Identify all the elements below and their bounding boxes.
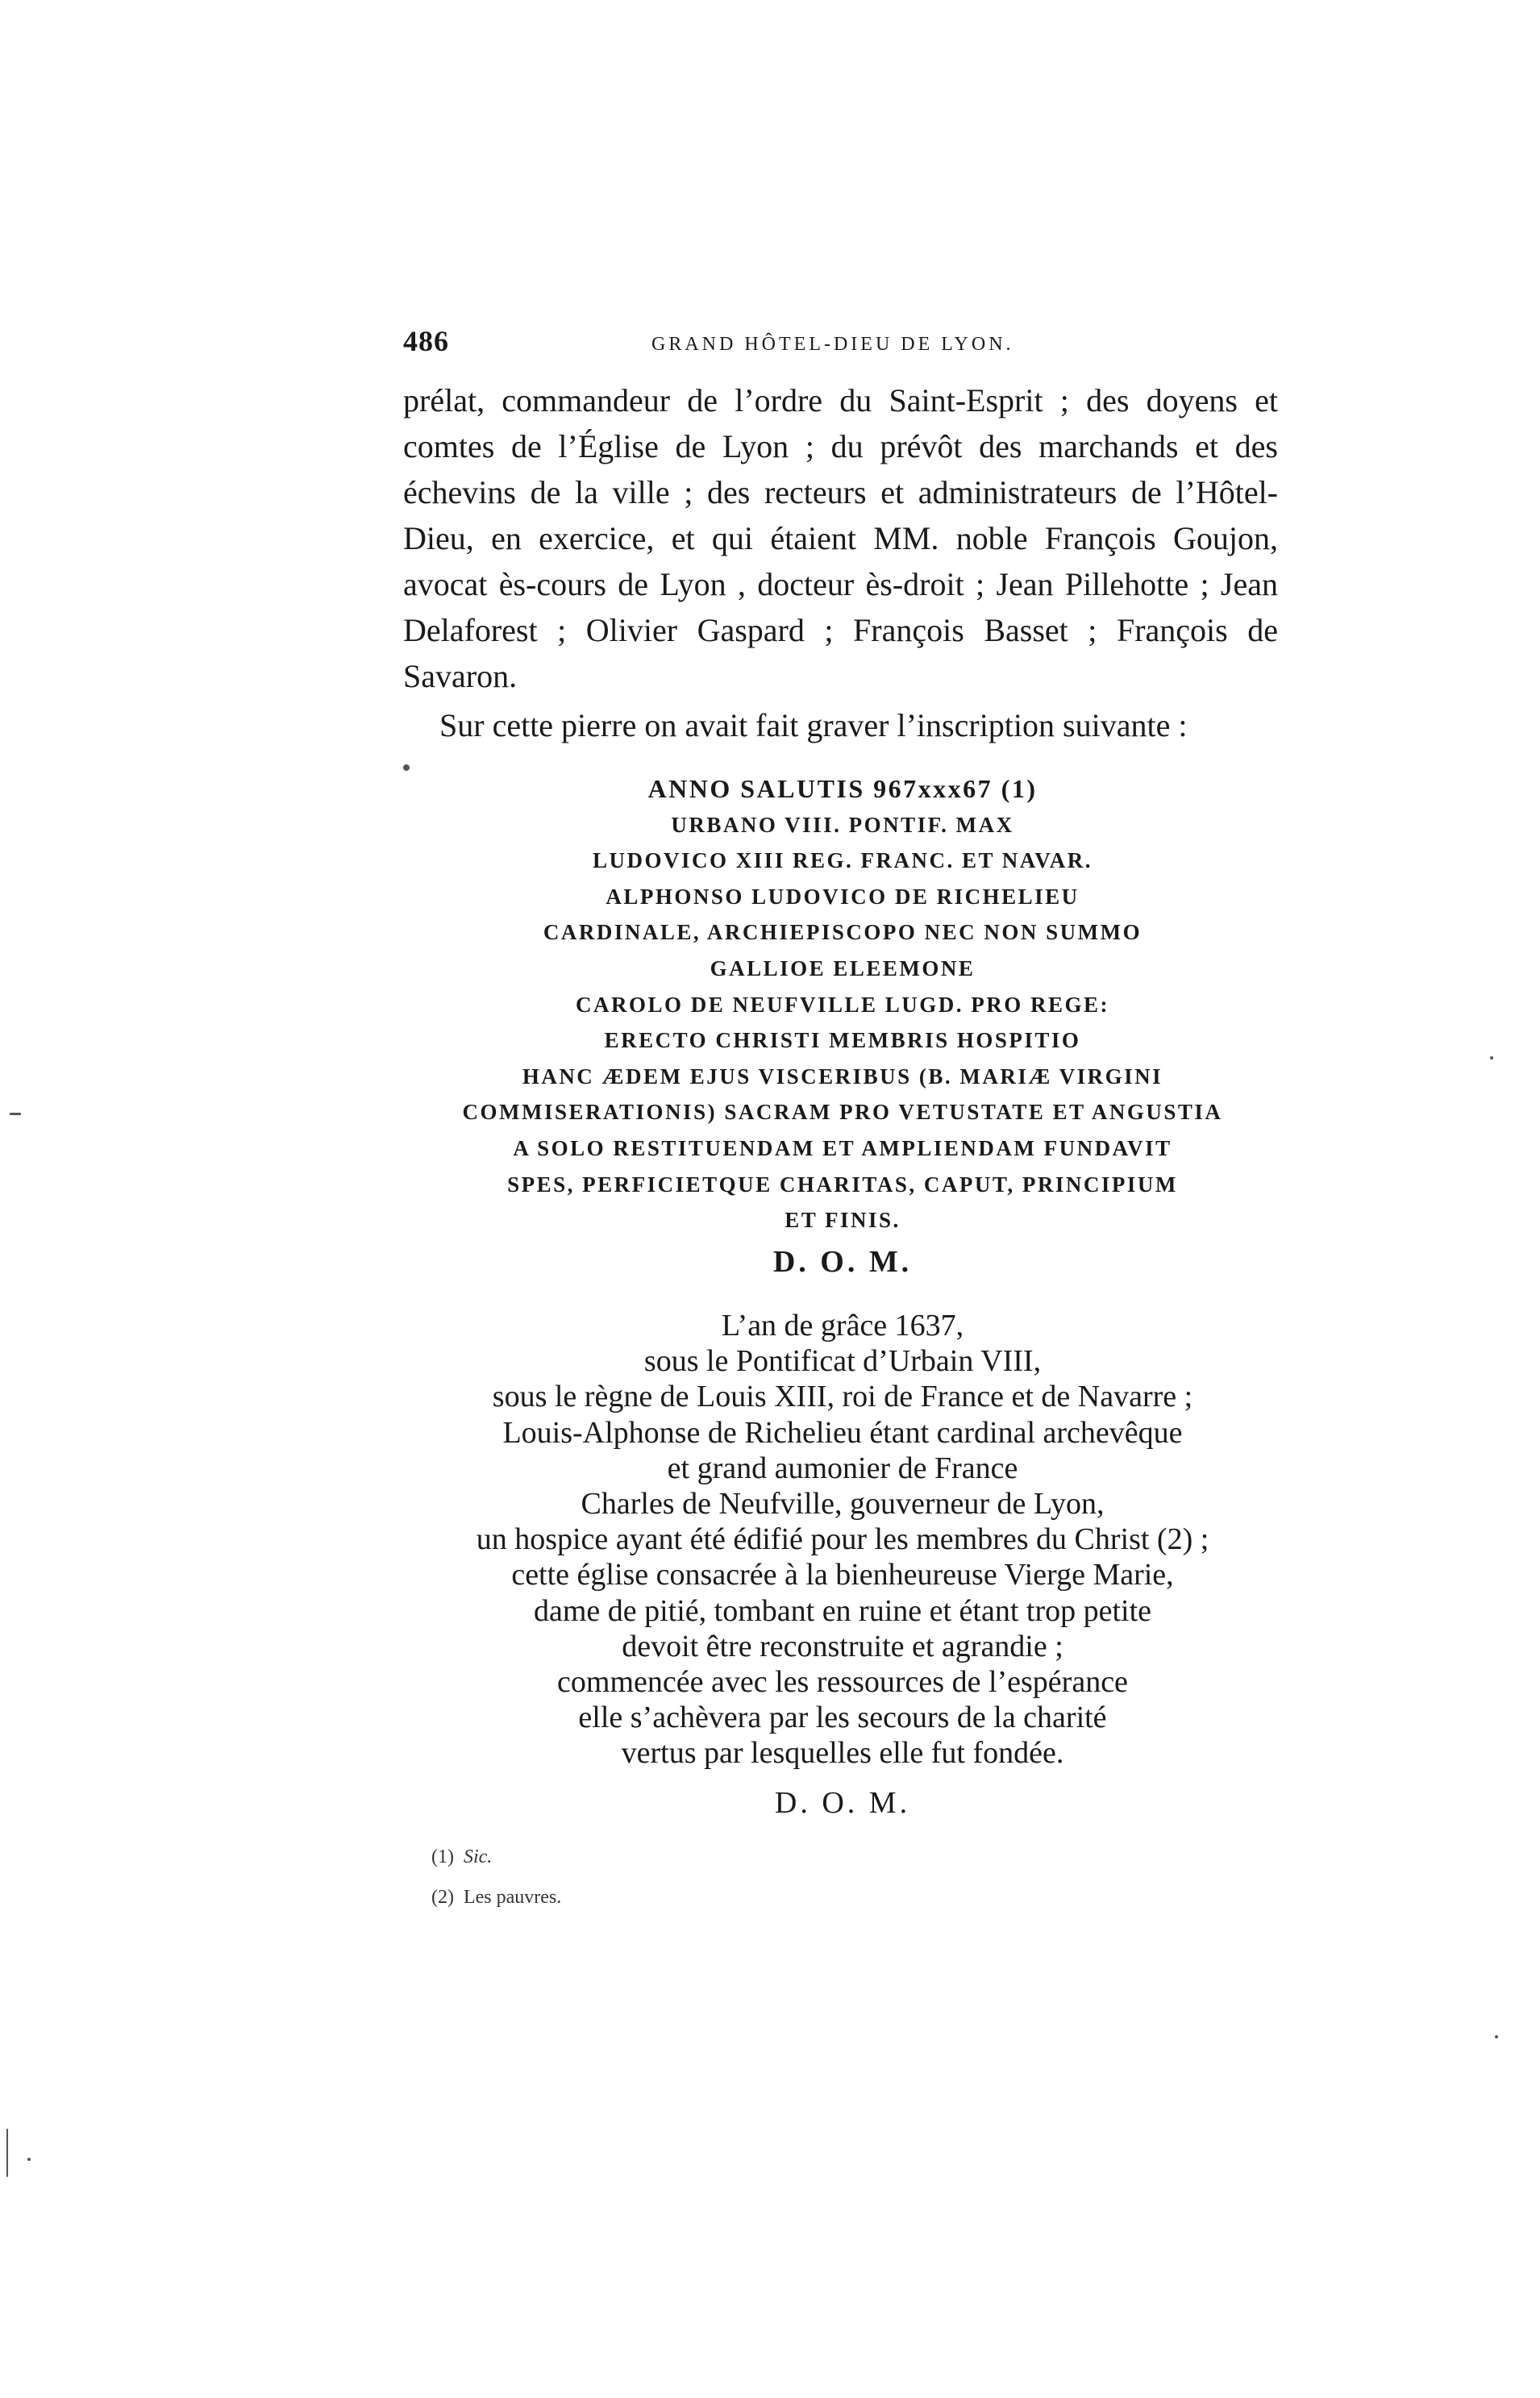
inscription-line: GALLIOE ELEEMONE	[710, 955, 976, 980]
inscription-line: ANNO SALUTIS 967xxx67 (1)	[647, 774, 1038, 803]
inscription-intro: Sur cette pierre on avait fait graver l’inscription suivante :	[439, 707, 1188, 743]
footnote	[431, 1877, 561, 1917]
footnote-text: Les pauvres.	[463, 1887, 562, 1908]
latin-inscription	[403, 771, 1282, 1239]
translation-line: devoit être reconstruite et agrandie ;	[622, 1629, 1063, 1663]
inscription-closing: D. O. M.	[772, 1245, 913, 1279]
scan-speck	[1490, 1056, 1493, 1060]
translation-line: commencée avec les ressources de l’espérance	[557, 1665, 1128, 1700]
inscription-line: CARDINALE, ARCHIEPISCOPO NEC NON SUMMO	[543, 920, 1143, 945]
scan-speck	[6, 2129, 8, 2177]
translation-line: dame de pitié, tombant en ruine et étant trop petite	[533, 1593, 1152, 1628]
translation-closing: D. O. M.	[774, 1786, 911, 1820]
translation-line: sous le règne de Louis XIII, roi de France et de Navarre ;	[492, 1380, 1193, 1414]
inscription-line: ET FINIS.	[785, 1208, 901, 1233]
inscription-line: URBANO VIII. PONTIF. MAX	[671, 812, 1014, 837]
main-paragraph	[403, 377, 1278, 699]
inscription-line: ERECTO CHRISTI MEMBRIS HOSPITIO	[604, 1028, 1081, 1053]
running-title: GRAND HÔTEL-DIEU DE LYON.	[651, 334, 1014, 355]
inscription-line: HANC ÆDEM EJUS VISCERIBUS (B. MARIÆ VIRGINI	[522, 1064, 1163, 1089]
page-number: 486	[403, 325, 449, 357]
scan-speck	[1495, 2035, 1498, 2038]
translation-line: vertus par lesquelles elle fut fondée.	[621, 1736, 1064, 1771]
scan-speck	[403, 764, 410, 771]
footnote	[431, 1837, 561, 1877]
translation-line: Louis-Alphonse de Richelieu étant cardinal archevêque	[502, 1415, 1183, 1450]
footnotes	[431, 1837, 561, 1917]
translation-line: un hospice ayant été édifié pour les membres du Christ (2) ;	[476, 1522, 1209, 1557]
scan-speck	[10, 1113, 21, 1115]
footnote-text: Sic.	[463, 1846, 493, 1867]
scan-speck	[27, 2158, 31, 2161]
footnote-marker: (2)	[431, 1887, 454, 1908]
inscription-line: SPES, PERFICIETQUE CHARITAS, CAPUT, PRINCIPIUM	[507, 1172, 1178, 1197]
translation-line: Charles de Neufville, gouverneur de Lyon,	[581, 1487, 1105, 1522]
translation-line: sous le Pontificat d’Urbain VIII,	[643, 1344, 1042, 1379]
translation-line: et grand aumonier de France	[667, 1451, 1018, 1485]
inscription-line: COMMISERATIONIS) SACRAM PRO VETUSTATE ET ANGUSTIA	[462, 1100, 1223, 1125]
footnote-marker: (1)	[431, 1846, 454, 1867]
paragraph-text: prélat, commandeur de l’ordre du Saint-Esprit ; des doyens et comtes de l’Église de Lyon ; du prévôt des marchands et des échevins de la ville ; des recteurs et administrateurs de l’Hôtel-Dieu, en exercice, et qui étaient MM. noble François Goujon, avocat ès-cours de Lyon , docteur ès-droit ; Jean Pillehotte ; Jean Delaforest ; Olivier Gaspard ; François Basset ; François de Savaron.	[403, 382, 1278, 694]
inscription-line: ALPHONSO LUDOVICO DE RICHELIEU	[606, 884, 1080, 909]
inscription-line: A SOLO RESTITUENDAM ET AMPLIENDAM FUNDAVIT	[513, 1135, 1172, 1160]
translation-line: cette église consacrée à la bienheureuse Vierge Marie,	[511, 1558, 1174, 1592]
translation-line: L’an de grâce 1637,	[721, 1309, 964, 1343]
page-header	[403, 324, 1274, 364]
translation-line: elle s’achèvera par les secours de la charité	[578, 1701, 1107, 1735]
inscription-line: CAROLO DE NEUFVILLE LUGD. PRO REGE:	[575, 992, 1110, 1017]
inscription-line: LUDOVICO XIII REG. FRANC. ET NAVAR.	[592, 848, 1093, 873]
french-translation	[395, 1308, 1290, 1771]
